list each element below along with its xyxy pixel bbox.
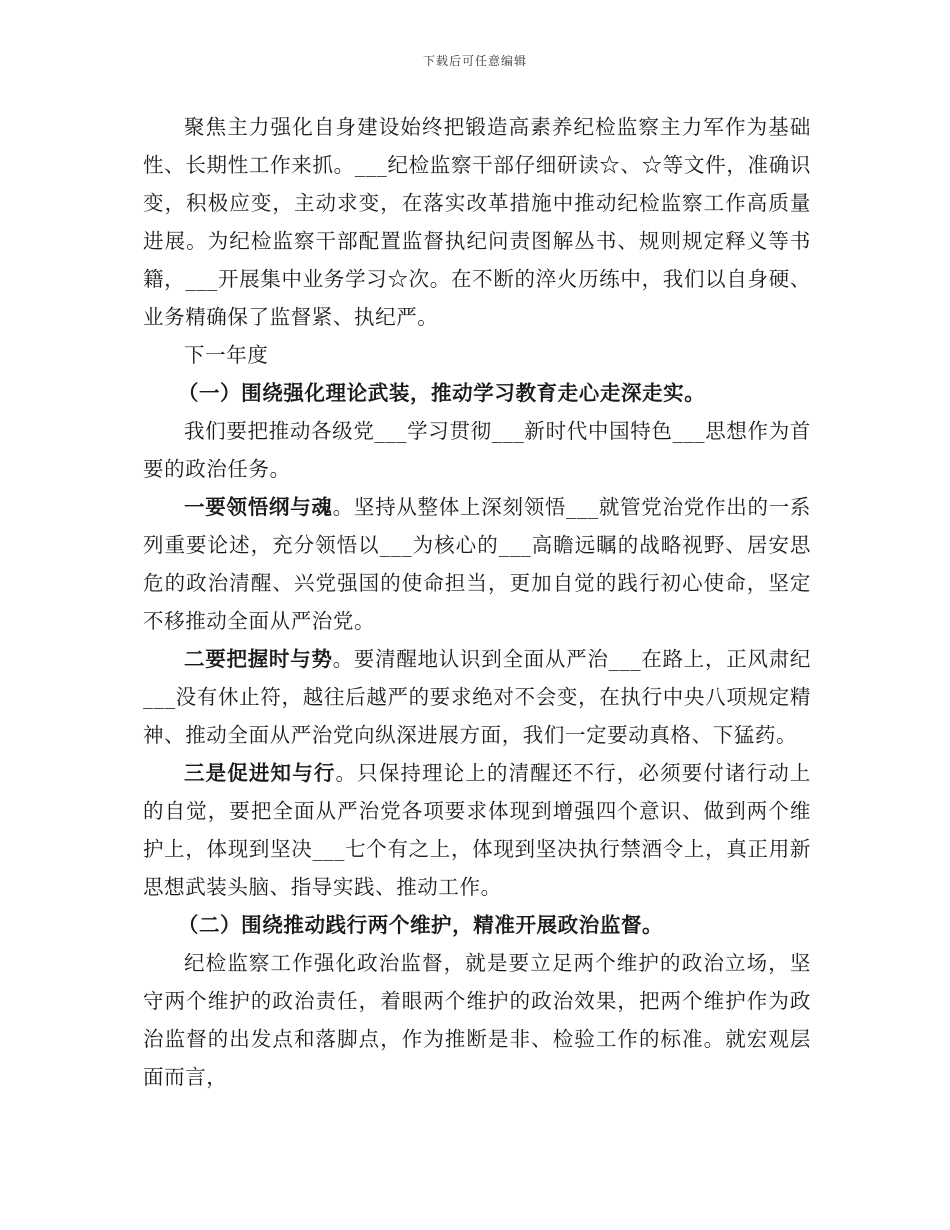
paragraph-3: 我们要把推动各级党___学习贯彻___新时代中国特色___思想作为首要的政治任务。 [143, 419, 811, 481]
paragraph-7: 纪检监察工作强化政治监督，就是要立足两个维护的政治立场，坚守两个维护的政治责任，着眼两个维护的政治效果，把两个维护作为政治监督的出发点和落脚点，作为推断是非、检验工作的标准。就宏观层面而言， [143, 951, 811, 1089]
section-heading-2: （二）围绕推动践行两个维护，精准开展政治监督。 [177, 913, 664, 937]
paragraph-4-lead: 一要领悟纲与魂 [184, 495, 333, 519]
paragraph-4-body: 。坚持从整体上深刻领悟___就管党治党作出的一系列重要论述，充分领悟以___为核心的___高瞻远瞩的战略视野、居安思危的政治清醒、兴党强国的使命担当，更加自觉的践行初心使命，坚定不移推动全面从严治党。 [143, 495, 812, 633]
paragraph-5-lead: 二要把握时与势 [184, 647, 333, 671]
paragraph-1: 聚焦主力强化自身建设始终把锻造高素养纪检监察主力军作为基础性、长期性工作来抓。___纪检监察干部仔细研读☆、☆等文件，准确识变，积极应变，主动求变，在落实改革措施中推动纪检监察工作高质量进展。为纪检监察干部配置监督执纪问责图解丛书、规则规定释义等书籍，___开展集中业务学习☆次。在不断的淬火历练中，我们以自身硬、业务精确保了监督紧、执纪严。 [143, 115, 811, 329]
document-body [143, 108, 811, 1096]
page-header: 下载后可任意编辑 [422, 54, 527, 68]
paragraph-6 [143, 754, 811, 906]
paragraph-5-body: 。要清醒地认识到全面从严治___在路上，正风肃纪___没有休止符，越往后越严的要求绝对不会变，在执行中央八项规定精神、推动全面从严治党向纵深进展方面，我们一定要动真格、下猛药。 [143, 647, 812, 747]
paragraph-6-lead: 三是促进知与行 [184, 761, 336, 785]
paragraph-next-year: 下一年度 [184, 343, 269, 367]
paragraph-4 [143, 488, 811, 640]
paragraph-5 [143, 640, 811, 754]
paragraph-6-body: 。只保持理论上的清醒还不行，必须要付诸行动上的自觉，要把全面从严治党各项要求体现到增强四个意识、做到两个维护上，体现到坚决___七个有之上，体现到坚决执行禁酒令上，真正用新思想武装头脑、指导实践、推动工作。 [143, 761, 812, 899]
section-heading-1: （一）围绕强化理论武装，推动学习教育走心走深走实。 [177, 381, 706, 405]
